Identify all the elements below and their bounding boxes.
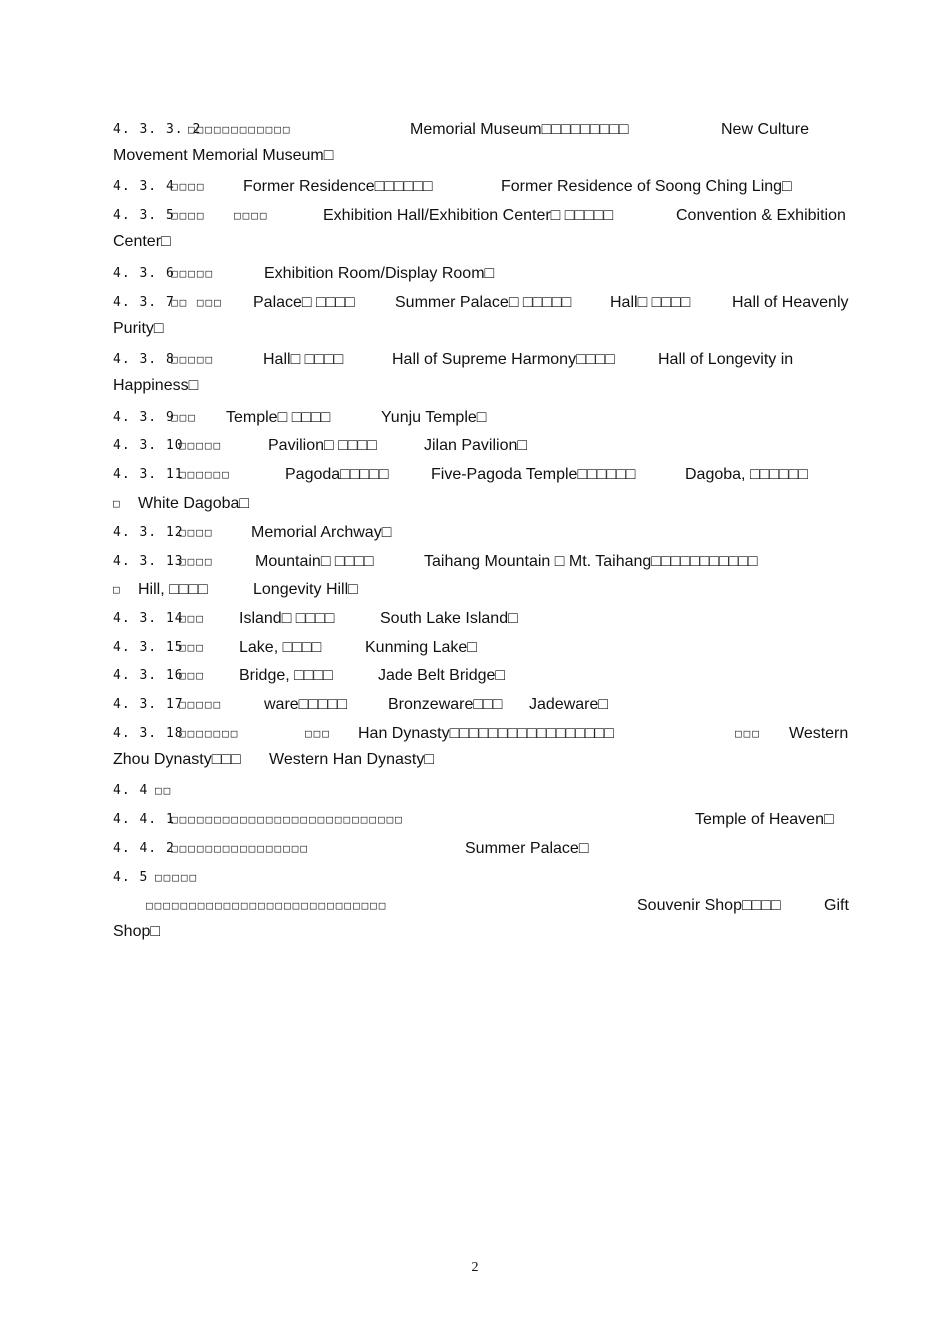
section-number: 4. 3. 11 xyxy=(113,467,184,482)
english-term: Hall□ □□□□ xyxy=(263,351,344,368)
page-number: 2 xyxy=(471,1260,479,1275)
cjk-text: □ xyxy=(113,583,122,596)
english-term: Palace□ □□□□ xyxy=(253,294,355,311)
english-term: Gift xyxy=(824,897,849,914)
cjk-text: □□□□□□□□□□□□ xyxy=(188,123,292,136)
text-line xyxy=(113,894,851,918)
english-term: Temple of Heaven□ xyxy=(695,811,834,828)
section-number: 4. 3. 12 xyxy=(113,525,184,540)
cjk-text: □ xyxy=(113,497,122,510)
cjk-text: □□□ xyxy=(735,727,761,740)
section-number: 4. 3. 5 xyxy=(113,208,175,223)
section-number: 4. 3. 15 xyxy=(113,640,184,655)
section-number: 4. 4. 1 xyxy=(113,812,175,827)
cjk-text: □□□□□ xyxy=(171,353,215,366)
cjk-text: □□ xyxy=(155,784,173,797)
english-term: Happiness□ xyxy=(113,377,199,394)
cjk-text: □□□□□□□□□□□□□□□□□□□□□□□□□□□□ xyxy=(146,899,388,912)
text-line xyxy=(113,230,851,254)
cjk-text: □□□□ xyxy=(234,209,269,222)
section-number: 4. 3. 10 xyxy=(113,438,184,453)
text-line xyxy=(113,578,851,602)
english-term: Souvenir Shop□□□□ xyxy=(637,897,781,914)
section-number: 4. 3. 16 xyxy=(113,668,184,683)
text-line xyxy=(113,808,851,832)
english-term: Center□ xyxy=(113,233,171,250)
english-term: ware□□□□□ xyxy=(264,696,347,713)
text-line xyxy=(113,693,851,717)
english-term: New Culture xyxy=(721,121,810,138)
text-line xyxy=(113,550,851,574)
text-line xyxy=(113,406,851,430)
cjk-text: □□□ xyxy=(171,411,197,424)
cjk-text: □□□ xyxy=(179,641,205,654)
cjk-text: □□□□ xyxy=(179,526,214,539)
english-term: Kunming Lake□ xyxy=(365,639,477,656)
english-term: Convention & Exhibition xyxy=(676,207,846,224)
english-term: Western Han Dynasty□ xyxy=(269,751,434,768)
english-term: Bridge, □□□□ xyxy=(239,667,333,684)
english-term: White Dagoba□ xyxy=(138,495,250,512)
section-number: 4. 3. 8 xyxy=(113,352,175,367)
text-line xyxy=(113,175,851,199)
text-line xyxy=(113,348,851,372)
section-number: 4. 3. 14 xyxy=(113,611,184,626)
text-line xyxy=(113,291,851,315)
text-line xyxy=(113,636,851,660)
english-term: Former Residence of Soong Ching Ling□ xyxy=(501,178,792,195)
english-term: Purity□ xyxy=(113,320,164,337)
english-term: Yunju Temple□ xyxy=(381,409,487,426)
english-term: Exhibition Room/Display Room□ xyxy=(264,265,495,282)
cjk-text: □□□□□□□□□□□□□□□□ xyxy=(171,842,309,855)
text-line xyxy=(113,492,851,516)
cjk-text: □□□□ xyxy=(171,209,206,222)
text-line xyxy=(113,317,851,341)
text-line xyxy=(113,204,851,228)
english-term: Hall□ □□□□ xyxy=(610,294,691,311)
cjk-text: □□ □□□ xyxy=(171,296,223,309)
english-term: Five-Pagoda Temple□□□□□□ xyxy=(431,466,636,483)
text-line xyxy=(113,262,851,286)
text-line xyxy=(113,434,851,458)
text-line xyxy=(113,837,851,861)
english-term: Jadeware□ xyxy=(529,696,609,713)
english-term: Dagoba, □□□□□□ xyxy=(685,466,808,483)
section-number: 4. 5 xyxy=(113,870,149,885)
english-term: Zhou Dynasty□□□ xyxy=(113,751,241,768)
english-term: Shop□ xyxy=(113,923,161,940)
english-term: Hill, □□□□ xyxy=(138,581,208,598)
cjk-text: □□□□□□□ xyxy=(179,727,240,740)
section-number: 4. 4 xyxy=(113,783,149,798)
english-term: Movement Memorial Museum□ xyxy=(113,147,334,164)
cjk-text: □□□□□ xyxy=(155,871,199,884)
english-term: Memorial Museum□□□□□□□□□ xyxy=(410,121,629,138)
text-line xyxy=(113,374,851,398)
text-line xyxy=(113,144,851,168)
text-line xyxy=(113,748,851,772)
cjk-text: □□□ xyxy=(179,612,205,625)
cjk-text: □□□□□ xyxy=(179,698,223,711)
text-line xyxy=(113,607,851,631)
english-term: Bronzeware□□□ xyxy=(388,696,503,713)
english-term: Pavilion□ □□□□ xyxy=(268,437,377,454)
cjk-text: □□□ xyxy=(305,727,331,740)
text-line xyxy=(113,521,851,545)
cjk-text: □□□□□ xyxy=(171,267,215,280)
text-line xyxy=(113,118,851,142)
english-term: Hall of Heavenly xyxy=(732,294,849,311)
english-term: Mountain□ □□□□ xyxy=(255,553,374,570)
text-line xyxy=(113,920,851,944)
cjk-text: □□□□□□ xyxy=(179,468,231,481)
english-term: Exhibition Hall/Exhibition Center□ □□□□□ xyxy=(323,207,614,224)
english-term: Pagoda□□□□□ xyxy=(285,466,389,483)
english-term: Island□ □□□□ xyxy=(239,610,335,627)
cjk-text: □□□□ xyxy=(179,555,214,568)
english-term: Taihang Mountain □ Mt. Taihang□□□□□□□□□□□ xyxy=(424,553,758,570)
english-term: Longevity Hill□ xyxy=(253,581,358,598)
english-term: Lake, □□□□ xyxy=(239,639,322,656)
text-line xyxy=(113,664,851,688)
english-term: Western xyxy=(789,725,849,742)
english-term: Hall of Longevity in xyxy=(658,351,794,368)
text-line xyxy=(113,722,851,746)
english-term: Han Dynasty□□□□□□□□□□□□□□□□□ xyxy=(358,725,614,742)
section-number: 4. 3. 3. 2 xyxy=(113,122,202,137)
cjk-text: □□□ xyxy=(179,669,205,682)
english-term: Former Residence□□□□□□ xyxy=(243,178,433,195)
section-number: 4. 3. 6 xyxy=(113,266,175,281)
english-term: Summer Palace□ xyxy=(465,840,589,857)
section-number: 4. 3. 9 xyxy=(113,410,175,425)
section-number: 4. 3. 18 xyxy=(113,726,184,741)
text-line xyxy=(113,463,851,487)
english-term: Hall of Supreme Harmony□□□□ xyxy=(392,351,615,368)
text-line xyxy=(113,779,851,803)
cjk-text: □□□□□□□□□□□□□□□□□□□□□□□□□□□ xyxy=(171,813,404,826)
text-line xyxy=(113,866,851,890)
english-term: Jade Belt Bridge□ xyxy=(378,667,506,684)
english-term: Memorial Archway□ xyxy=(251,524,392,541)
english-term: Jilan Pavilion□ xyxy=(424,437,528,454)
section-number: 4. 4. 2 xyxy=(113,841,175,856)
section-number: 4. 3. 7 xyxy=(113,295,175,310)
english-term: Summer Palace□ □□□□□ xyxy=(395,294,572,311)
section-number: 4. 3. 17 xyxy=(113,697,184,712)
section-number: 4. 3. 4 xyxy=(113,179,175,194)
cjk-text: □□□□ xyxy=(171,180,206,193)
cjk-text: □□□□□ xyxy=(179,439,223,452)
english-term: Temple□ □□□□ xyxy=(226,409,331,426)
english-term: South Lake Island□ xyxy=(380,610,518,627)
section-number: 4. 3. 13 xyxy=(113,554,184,569)
